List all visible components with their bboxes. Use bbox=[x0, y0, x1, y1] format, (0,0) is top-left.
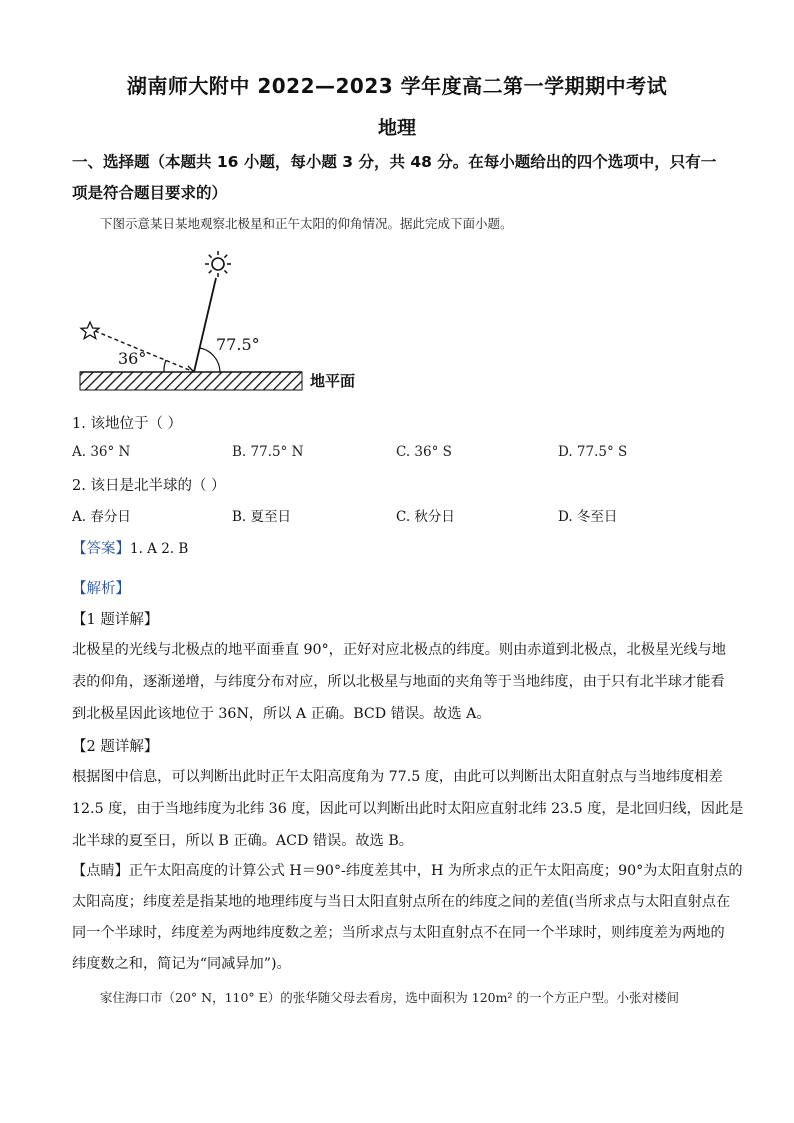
q1-option-b: B. 77.5° N bbox=[232, 444, 304, 460]
page-title: 湖南师大附中 2022—2023 学年度高二第一学期期中考试 bbox=[126, 74, 668, 98]
answer-label: 【答案】 bbox=[72, 541, 130, 557]
tip-line: 纬度数之和，简记为“同减异加”)。 bbox=[72, 956, 291, 972]
q1-detail-line: 北极星的光线与北极点的地平面垂直 90°，正好对应北极点的纬度。则由赤道到北极点，北极星光线与地 bbox=[72, 642, 726, 658]
angle-figure bbox=[70, 236, 390, 396]
tip-text: 正午太阳高度的计算公式 H＝90°-纬度差其中，H 为所求点的正午太阳高度；90°为太阳直射点的 bbox=[128, 863, 743, 879]
star-angle-label: 36° bbox=[118, 349, 147, 368]
sun-angle-label: 77.5° bbox=[216, 335, 260, 354]
sun-ray bbox=[194, 278, 216, 372]
star-angle-arc bbox=[164, 360, 166, 372]
q2-detail-line: 北半球的夏至日，所以 B 正确。ACD 错误。故选 B。 bbox=[72, 833, 413, 849]
ground-label: 地平面 bbox=[310, 372, 356, 390]
question-1-stem: 1. 该地位于（ ） bbox=[72, 416, 183, 432]
q2-option-b: B. 夏至日 bbox=[232, 509, 292, 525]
q2-option-d: D. 冬至日 bbox=[558, 509, 618, 525]
question-intro: 下图示意某日某地观察北极星和正午太阳的仰角情况。据此完成下面小题。 bbox=[100, 216, 513, 231]
q1-option-c: C. 36° S bbox=[396, 444, 452, 460]
sun-icon bbox=[205, 251, 231, 277]
q1-detail-label: 【1 题详解】 bbox=[72, 612, 159, 628]
q2-option-a: A. 春分日 bbox=[72, 509, 131, 525]
tip-line: 同一个半球时，纬度差为两地纬度数之差；当所求点与太阳直射点不在同一个半球时，则纬度差为两地的 bbox=[72, 925, 725, 941]
ground-hatch bbox=[80, 372, 302, 390]
tip-label: 【点睛】 bbox=[72, 863, 129, 879]
question-2-stem: 2. 该日是北半球的（ ） bbox=[72, 478, 226, 494]
section-heading-line1: 一、选择题（本题共 16 小题，每小题 3 分，共 48 分。在每小题给出的四个选项中，只有一 bbox=[72, 153, 717, 171]
analysis-label: 【解析】 bbox=[72, 581, 130, 597]
q1-detail-line: 表的仰角，逐渐递增，与纬度分布对应，所以北极星与地面的夹角等于当地纬度，由于只有北半球才能看 bbox=[72, 674, 725, 690]
next-question-intro: 家住海口市（20° N，110° E）的张华随父母去看房，选中面积为 120m² 的一个方正户型。小张对楼间 bbox=[100, 990, 679, 1005]
q1-option-a: A. 36° N bbox=[72, 444, 131, 460]
section-heading-line2: 项是符合题目要求的） bbox=[72, 184, 228, 202]
q1-option-d: D. 77.5° S bbox=[558, 444, 628, 460]
q2-detail-line: 根据图中信息，可以判断出此时正午太阳高度角为 77.5 度，由此可以判断出太阳直射点与当地纬度相差 bbox=[72, 769, 723, 785]
q1-detail-line: 到北极星因此该地位于 36N，所以 A 正确。BCD 错误。故选 A。 bbox=[72, 706, 491, 722]
star-icon bbox=[81, 322, 99, 339]
q2-option-c: C. 秋分日 bbox=[396, 509, 455, 525]
tip-line-1 bbox=[72, 860, 743, 880]
answer-text: 1. A 2. B bbox=[130, 541, 189, 557]
answer-line bbox=[72, 537, 188, 558]
subject-title: 地理 bbox=[377, 117, 416, 139]
q2-detail-label: 【2 题详解】 bbox=[72, 739, 159, 755]
q2-detail-line: 12.5 度，由于当地纬度为北纬 36 度，因此可以判断出此时太阳应直射北纬 23.5 度，是北回归线，因此是 bbox=[72, 801, 744, 817]
tip-line: 太阳高度；纬度差是指某地的地理纬度与当日太阳直射点所在的纬度之间的差值(当所求点与太阳直射点在 bbox=[72, 894, 731, 910]
